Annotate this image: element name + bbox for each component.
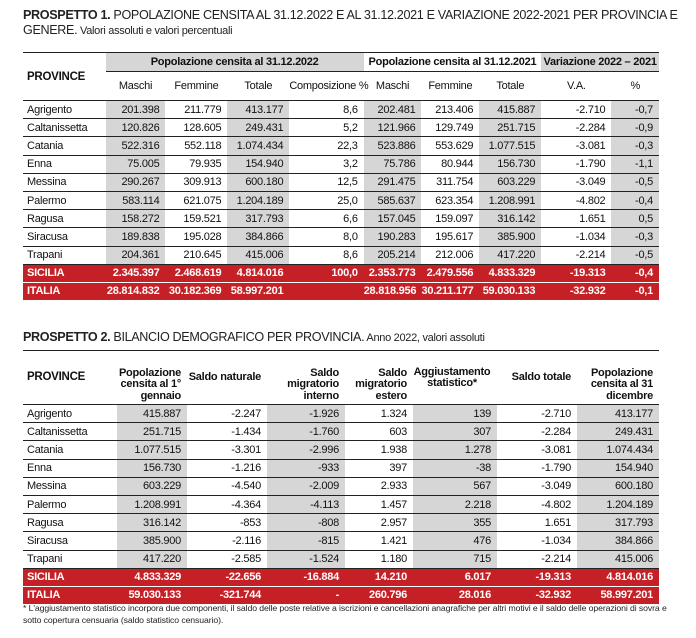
cell-value: -2.214 bbox=[497, 550, 577, 568]
cell-value: 8,6 bbox=[289, 101, 363, 119]
province-name: Ragusa bbox=[23, 514, 117, 532]
group-header-2022: Popolazione censita al 31.12.2022 bbox=[106, 53, 364, 72]
column-header bbox=[413, 351, 497, 405]
cell-value: 128.605 bbox=[165, 119, 227, 137]
cell-value: 413.177 bbox=[577, 405, 659, 423]
table-row bbox=[23, 137, 659, 155]
cell-value: 159.521 bbox=[165, 210, 227, 228]
table-row bbox=[23, 101, 659, 119]
column-header-line: Saldo totale bbox=[511, 371, 571, 384]
cell-value: 129.749 bbox=[421, 119, 479, 137]
province-name: Caltanissetta bbox=[23, 423, 117, 441]
cell-value: -16.884 bbox=[267, 568, 345, 586]
cell-value: -3.081 bbox=[541, 137, 611, 155]
cell-value: 157.045 bbox=[364, 210, 422, 228]
table-row bbox=[23, 459, 659, 477]
cell-value: 603 bbox=[345, 423, 413, 441]
table-row bbox=[23, 173, 659, 191]
column-header: Maschi bbox=[106, 72, 166, 101]
cell-value: -4.364 bbox=[187, 495, 267, 513]
cell-value: -0,3 bbox=[611, 137, 659, 155]
cell-value: 213.406 bbox=[421, 101, 479, 119]
cell-value: -2.710 bbox=[541, 101, 611, 119]
cell-value: -1.524 bbox=[267, 550, 345, 568]
cell-value: 1.074.434 bbox=[227, 137, 289, 155]
cell-value: -4.540 bbox=[187, 477, 267, 495]
cell-value: 583.114 bbox=[106, 191, 166, 209]
footnote: * L'aggiustamento statistico incorpora due componenti, il saldo delle poste relative a iscrizioni e cancellazioni anagrafiche per altri motivi e il saldo delle operazioni di sovra e sotto copertura censuaria (saldo statistico censuario). bbox=[23, 603, 667, 625]
cell-value: -1.926 bbox=[267, 405, 345, 423]
cell-value: -22.656 bbox=[187, 568, 267, 586]
column-header-line: censita al 31 bbox=[590, 378, 653, 390]
column-header-line: migratorio bbox=[355, 378, 407, 390]
cell-value: 251.715 bbox=[117, 423, 187, 441]
cell-value: -853 bbox=[187, 514, 267, 532]
province-name: Enna bbox=[23, 155, 106, 173]
cell-value: 159.097 bbox=[421, 210, 479, 228]
cell-value: 3,2 bbox=[289, 155, 363, 173]
cell-value: -4.802 bbox=[541, 191, 611, 209]
column-header-line: interno bbox=[303, 389, 339, 402]
cell-value: 415.006 bbox=[227, 246, 289, 264]
cell-value: -1.034 bbox=[497, 532, 577, 550]
cell-value: 476 bbox=[413, 532, 497, 550]
province-name: Siracusa bbox=[23, 228, 106, 246]
cell-value: 384.866 bbox=[577, 532, 659, 550]
table2-title-text: BILANCIO DEMOGRAFICO PER PROVINCIA. bbox=[110, 330, 365, 344]
column-header: Femmine bbox=[421, 72, 479, 101]
cell-value: 316.142 bbox=[479, 210, 541, 228]
cell-value bbox=[289, 282, 363, 300]
cell-value: 567 bbox=[413, 477, 497, 495]
cell-value: 195.028 bbox=[165, 228, 227, 246]
cell-value: 204.361 bbox=[106, 246, 166, 264]
cell-value: 385.900 bbox=[479, 228, 541, 246]
cell-value: -0,7 bbox=[611, 101, 659, 119]
cell-value: 1.180 bbox=[345, 550, 413, 568]
cell-value: 120.826 bbox=[106, 119, 166, 137]
cell-value: -3.081 bbox=[497, 441, 577, 459]
cell-value: -2.214 bbox=[541, 246, 611, 264]
cell-value: 2.957 bbox=[345, 514, 413, 532]
cell-value: -1.434 bbox=[187, 423, 267, 441]
cell-value: 397 bbox=[345, 459, 413, 477]
table2-title-subtitle: Anno 2022, valori assoluti bbox=[364, 332, 485, 344]
cell-value: 291.475 bbox=[364, 173, 422, 191]
cell-value: 2.933 bbox=[345, 477, 413, 495]
table-row bbox=[23, 532, 659, 550]
cell-value: 715 bbox=[413, 550, 497, 568]
cell-value: 317.793 bbox=[227, 210, 289, 228]
cell-value: -0,4 bbox=[611, 191, 659, 209]
cell-value: 1.077.515 bbox=[117, 441, 187, 459]
cell-value: -2.284 bbox=[541, 119, 611, 137]
column-header-line: Popolazione bbox=[118, 366, 181, 379]
column-header-line: Saldo naturale bbox=[188, 371, 261, 384]
province-name: Palermo bbox=[23, 191, 106, 209]
cell-value: 309.913 bbox=[165, 173, 227, 191]
cell-value: 307 bbox=[413, 423, 497, 441]
cell-value: -933 bbox=[267, 459, 345, 477]
cell-value: 28.016 bbox=[413, 586, 497, 604]
cell-value: -4.802 bbox=[497, 495, 577, 513]
cell-value: 202.481 bbox=[364, 101, 422, 119]
cell-value: -2.009 bbox=[267, 477, 345, 495]
province-name: Caltanissetta bbox=[23, 119, 106, 137]
cell-value: 100,0 bbox=[289, 264, 363, 282]
province-name: Agrigento bbox=[23, 405, 117, 423]
column-header bbox=[345, 351, 413, 405]
cell-value: 156.730 bbox=[117, 459, 187, 477]
province-name: SICILIA bbox=[23, 264, 106, 282]
cell-value: 1.208.991 bbox=[479, 191, 541, 209]
cell-value: 205.214 bbox=[364, 246, 422, 264]
province-name: Messina bbox=[23, 477, 117, 495]
table2-title bbox=[23, 330, 683, 346]
cell-value: 28.814.832 bbox=[106, 282, 166, 300]
cell-value: -1.034 bbox=[541, 228, 611, 246]
province-name: ITALIA bbox=[23, 282, 106, 300]
cell-value: -1,1 bbox=[611, 155, 659, 173]
total-row bbox=[23, 282, 659, 300]
cell-value: 190.283 bbox=[364, 228, 422, 246]
table-row bbox=[23, 514, 659, 532]
cell-value: 522.316 bbox=[106, 137, 166, 155]
cell-value: 1.457 bbox=[345, 495, 413, 513]
cell-value: 8,6 bbox=[289, 246, 363, 264]
cell-value: 552.118 bbox=[165, 137, 227, 155]
cell-value: 623.354 bbox=[421, 191, 479, 209]
column-header bbox=[267, 351, 345, 405]
column-header-line: Aggiustamento bbox=[413, 365, 491, 378]
table-row bbox=[23, 477, 659, 495]
cell-value: 1.651 bbox=[497, 514, 577, 532]
column-header-line: Saldo bbox=[378, 366, 407, 379]
cell-value: -19.313 bbox=[497, 568, 577, 586]
cell-value: -19.313 bbox=[541, 264, 611, 282]
table-row bbox=[23, 191, 659, 209]
cell-value: 5,2 bbox=[289, 119, 363, 137]
cell-value: 154.940 bbox=[577, 459, 659, 477]
cell-value: -1.216 bbox=[187, 459, 267, 477]
table-row bbox=[23, 405, 659, 423]
cell-value: 251.715 bbox=[479, 119, 541, 137]
column-header: % bbox=[611, 72, 659, 101]
cell-value: 1.208.991 bbox=[117, 495, 187, 513]
cell-value: -0,9 bbox=[611, 119, 659, 137]
cell-value: 4.814.016 bbox=[577, 568, 659, 586]
table-row bbox=[23, 495, 659, 513]
column-header bbox=[497, 351, 577, 405]
cell-value: 75.786 bbox=[364, 155, 422, 173]
table-row bbox=[23, 441, 659, 459]
cell-value: 603.229 bbox=[479, 173, 541, 191]
cell-value: 2.468.619 bbox=[165, 264, 227, 282]
table-row bbox=[23, 228, 659, 246]
cell-value: 1.204.189 bbox=[577, 495, 659, 513]
cell-value: 523.886 bbox=[364, 137, 422, 155]
cell-value: -1.790 bbox=[497, 459, 577, 477]
cell-value: 121.966 bbox=[364, 119, 422, 137]
cell-value: 2.353.773 bbox=[364, 264, 422, 282]
cell-value: -38 bbox=[413, 459, 497, 477]
cell-value: 249.431 bbox=[577, 423, 659, 441]
table-row bbox=[23, 210, 659, 228]
cell-value: 260.796 bbox=[345, 586, 413, 604]
table-row bbox=[23, 550, 659, 568]
cell-value: 79.935 bbox=[165, 155, 227, 173]
column-header: Totale bbox=[479, 72, 541, 101]
column-header-line: migratorio bbox=[287, 378, 339, 390]
cell-value: 30.211.177 bbox=[421, 282, 479, 300]
cell-value: 4.833.329 bbox=[117, 568, 187, 586]
group-header-2021: Popolazione censita al 31.12.2021 bbox=[364, 53, 542, 72]
cell-value: 189.838 bbox=[106, 228, 166, 246]
province-name: Ragusa bbox=[23, 210, 106, 228]
cell-value: -2.247 bbox=[187, 405, 267, 423]
cell-value: -2.284 bbox=[497, 423, 577, 441]
column-header-line: gennaio bbox=[140, 389, 181, 402]
cell-value: 154.940 bbox=[227, 155, 289, 173]
cell-value: -808 bbox=[267, 514, 345, 532]
column-header-line: estero bbox=[375, 389, 407, 402]
cell-value: -3.301 bbox=[187, 441, 267, 459]
table-demographic-balance bbox=[23, 350, 659, 605]
province-name: ITALIA bbox=[23, 586, 117, 604]
cell-value: 600.180 bbox=[227, 173, 289, 191]
cell-value: 28.818.956 bbox=[364, 282, 422, 300]
cell-value: 201.398 bbox=[106, 101, 166, 119]
province-name: SICILIA bbox=[23, 568, 117, 586]
cell-value: 2.345.397 bbox=[106, 264, 166, 282]
cell-value: 553.629 bbox=[421, 137, 479, 155]
cell-value: 14.210 bbox=[345, 568, 413, 586]
table-row bbox=[23, 246, 659, 264]
table-population-census bbox=[23, 52, 659, 301]
cell-value: -3.049 bbox=[497, 477, 577, 495]
cell-value: -0,3 bbox=[611, 228, 659, 246]
table-row bbox=[23, 423, 659, 441]
cell-value: 1.204.189 bbox=[227, 191, 289, 209]
cell-value: 1.938 bbox=[345, 441, 413, 459]
cell-value: 355 bbox=[413, 514, 497, 532]
column-header: Composizione % bbox=[289, 72, 363, 101]
cell-value: 1.324 bbox=[345, 405, 413, 423]
cell-value: 317.793 bbox=[577, 514, 659, 532]
cell-value: -2.116 bbox=[187, 532, 267, 550]
cell-value: 139 bbox=[413, 405, 497, 423]
province-name: Palermo bbox=[23, 495, 117, 513]
table2-title-label: PROSPETTO 2. bbox=[23, 330, 111, 344]
cell-value: -32.932 bbox=[497, 586, 577, 604]
cell-value: -0,1 bbox=[611, 282, 659, 300]
column-header-line: statistico* bbox=[427, 377, 477, 389]
cell-value: 4.833.329 bbox=[479, 264, 541, 282]
cell-value: -1.760 bbox=[267, 423, 345, 441]
cell-value: 1.421 bbox=[345, 532, 413, 550]
cell-value: 8,0 bbox=[289, 228, 363, 246]
cell-value: 156.730 bbox=[479, 155, 541, 173]
cell-value: 6.017 bbox=[413, 568, 497, 586]
cell-value: -0,5 bbox=[611, 246, 659, 264]
table-row bbox=[23, 119, 659, 137]
province-name: Enna bbox=[23, 459, 117, 477]
cell-value: -2.996 bbox=[267, 441, 345, 459]
cell-value: 25,0 bbox=[289, 191, 363, 209]
cell-value: 158.272 bbox=[106, 210, 166, 228]
column-header-line: Popolazione bbox=[590, 366, 653, 379]
cell-value: 384.866 bbox=[227, 228, 289, 246]
column-header bbox=[117, 351, 187, 405]
column-header: Totale bbox=[227, 72, 289, 101]
cell-value: 316.142 bbox=[117, 514, 187, 532]
cell-value: 212.006 bbox=[421, 246, 479, 264]
cell-value: 12,5 bbox=[289, 173, 363, 191]
column-header: Maschi bbox=[364, 72, 422, 101]
province-header: PROVINCE bbox=[23, 53, 106, 101]
cell-value: 415.887 bbox=[479, 101, 541, 119]
table-row bbox=[23, 155, 659, 173]
cell-value: 22,3 bbox=[289, 137, 363, 155]
cell-value: -0,5 bbox=[611, 173, 659, 191]
cell-value: -32.932 bbox=[541, 282, 611, 300]
cell-value: 311.754 bbox=[421, 173, 479, 191]
cell-value: 290.267 bbox=[106, 173, 166, 191]
cell-value: 415.006 bbox=[577, 550, 659, 568]
column-header-line: censita al 1° bbox=[120, 378, 181, 390]
province-name: Trapani bbox=[23, 246, 106, 264]
cell-value: -815 bbox=[267, 532, 345, 550]
cell-value: 415.887 bbox=[117, 405, 187, 423]
table1-title-label: PROSPETTO 1. bbox=[23, 8, 111, 22]
cell-value: 58.997.201 bbox=[577, 586, 659, 604]
total-row bbox=[23, 568, 659, 586]
cell-value: 6,6 bbox=[289, 210, 363, 228]
total-row bbox=[23, 264, 659, 282]
cell-value: 603.229 bbox=[117, 477, 187, 495]
cell-value: 621.075 bbox=[165, 191, 227, 209]
column-header-line: Saldo bbox=[310, 366, 339, 379]
table1-title-text: POPOLAZIONE CENSITA AL 31.12.2022 E AL 31.12.2021 E VARIAZIONE 2022-2021 PER PROVINCIA E GENERE. bbox=[23, 8, 678, 37]
cell-value: 585.637 bbox=[364, 191, 422, 209]
cell-value: -1.790 bbox=[541, 155, 611, 173]
cell-value: 417.220 bbox=[117, 550, 187, 568]
cell-value: -0,4 bbox=[611, 264, 659, 282]
column-header bbox=[187, 351, 267, 405]
cell-value: 195.617 bbox=[421, 228, 479, 246]
cell-value: -3.049 bbox=[541, 173, 611, 191]
cell-value: 1.651 bbox=[541, 210, 611, 228]
province-name: Agrigento bbox=[23, 101, 106, 119]
cell-value: -321.744 bbox=[187, 586, 267, 604]
cell-value: 210.645 bbox=[165, 246, 227, 264]
cell-value: 59.030.133 bbox=[117, 586, 187, 604]
province-name: Catania bbox=[23, 137, 106, 155]
cell-value: 413.177 bbox=[227, 101, 289, 119]
cell-value: 417.220 bbox=[479, 246, 541, 264]
province-name: Messina bbox=[23, 173, 106, 191]
cell-value: 4.814.016 bbox=[227, 264, 289, 282]
cell-value: 600.180 bbox=[577, 477, 659, 495]
province-name: Catania bbox=[23, 441, 117, 459]
table1-title-subtitle: Valori assoluti e valori percentuali bbox=[77, 25, 233, 37]
cell-value: 59.030.133 bbox=[479, 282, 541, 300]
cell-value: 58.997.201 bbox=[227, 282, 289, 300]
cell-value: 1.074.434 bbox=[577, 441, 659, 459]
cell-value: 80.944 bbox=[421, 155, 479, 173]
province-name: Siracusa bbox=[23, 532, 117, 550]
cell-value: 249.431 bbox=[227, 119, 289, 137]
group-header-variation: Variazione 2022 – 2021 bbox=[541, 53, 659, 72]
cell-value: 385.900 bbox=[117, 532, 187, 550]
cell-value: -4.113 bbox=[267, 495, 345, 513]
column-header: V.A. bbox=[541, 72, 611, 101]
cell-value: 1.077.515 bbox=[479, 137, 541, 155]
cell-value: 0,5 bbox=[611, 210, 659, 228]
province-name: Trapani bbox=[23, 550, 117, 568]
cell-value: 1.278 bbox=[413, 441, 497, 459]
cell-value: -2.585 bbox=[187, 550, 267, 568]
province-header: PROVINCE bbox=[23, 351, 117, 405]
cell-value: - bbox=[267, 586, 345, 604]
cell-value: 2.218 bbox=[413, 495, 497, 513]
column-header: Femmine bbox=[165, 72, 227, 101]
cell-value: 2.479.556 bbox=[421, 264, 479, 282]
cell-value: 75.005 bbox=[106, 155, 166, 173]
column-header bbox=[577, 351, 659, 405]
table1-title bbox=[23, 8, 683, 39]
cell-value: 30.182.369 bbox=[165, 282, 227, 300]
cell-value: 211.779 bbox=[165, 101, 227, 119]
column-header-line: dicembre bbox=[606, 389, 653, 402]
cell-value: -2.710 bbox=[497, 405, 577, 423]
total-row bbox=[23, 586, 659, 604]
